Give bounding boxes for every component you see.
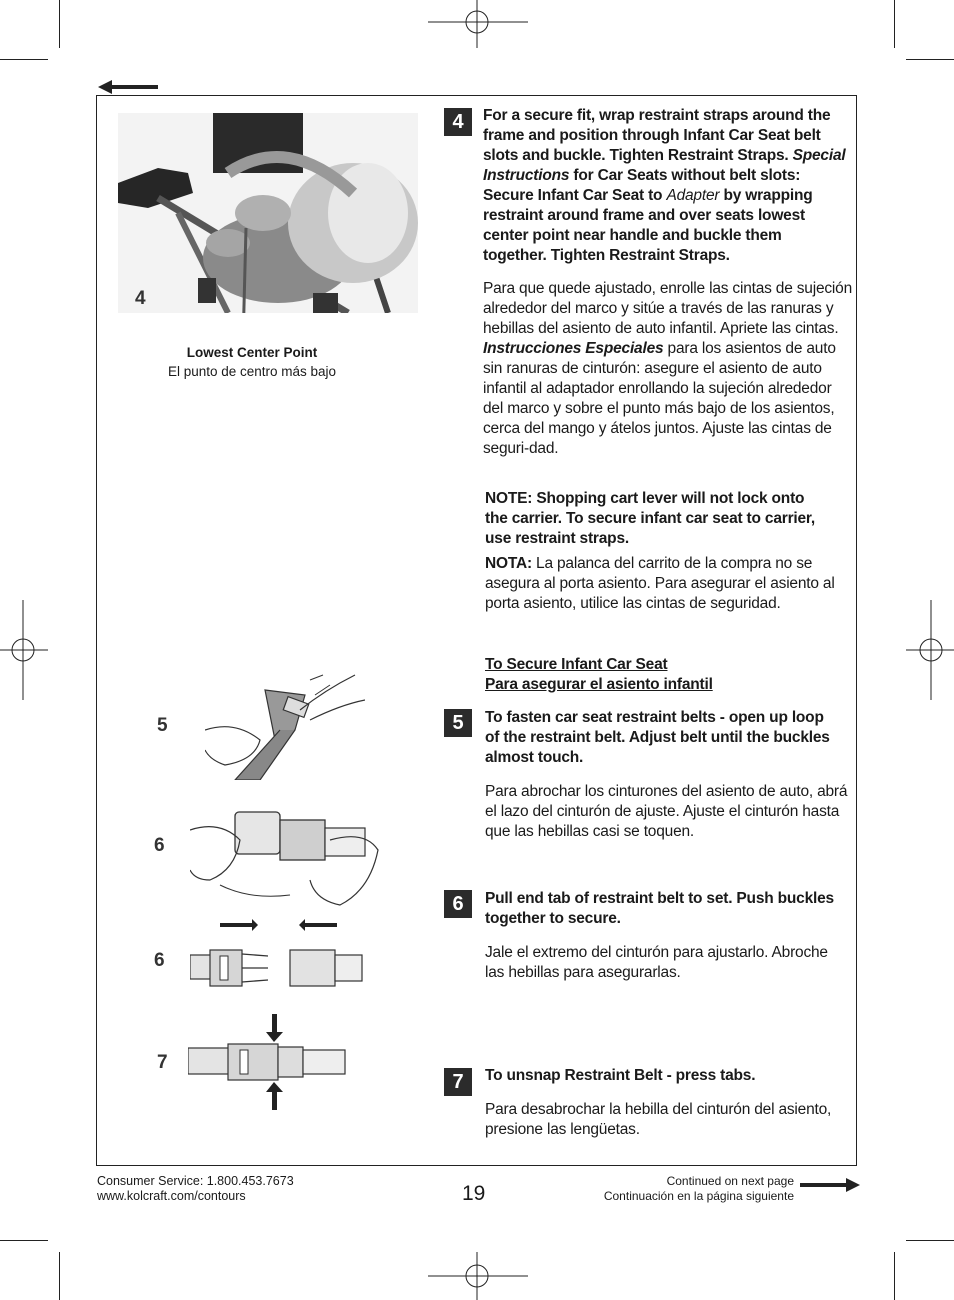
registration-mark-left (0, 600, 48, 700)
note-text: Shopping cart lever will not lock onto the carrier. To secure infant car seat to carrier, use restraint straps. (485, 490, 816, 547)
step6-spanish: Jale el extremo del cinturón para ajustarlo. Abroche las hebillas para asegurarlas. (485, 944, 828, 981)
step4-en-part-c: by wrapping restraint around frame and over seats lowest center point near handle and buckle them together. Tighten Restraint Straps. (483, 187, 813, 264)
note-spanish (485, 554, 835, 614)
step4-adapter: Adapter (666, 187, 720, 204)
hands-loop-belt-illustration (205, 670, 365, 780)
footer-continued (560, 1174, 794, 1204)
step4-special-instructions: Special Instructions (483, 147, 846, 184)
buckle-halves-illustration (190, 918, 365, 990)
step7-spanish: Para desabrochar la hebilla del cinturón del asiento, presione las lengüetas. (485, 1101, 832, 1138)
note-label: NOTE: (485, 490, 533, 507)
section-title-en: To Secure Infant Car Seat (485, 656, 668, 673)
step4-instrucciones-especiales: Instrucciones Especiales (483, 340, 664, 357)
back-arrow-icon (98, 80, 160, 94)
registration-mark-bottom (428, 1252, 528, 1300)
website: www.kolcraft.com/contours (97, 1189, 246, 1203)
note-english (485, 489, 830, 549)
step6-illustration-label-a: 6 (154, 835, 165, 856)
next-page-arrow-icon (800, 1178, 860, 1192)
step6-illustration-label-b: 6 (154, 950, 165, 971)
step7-badge: 7 (444, 1068, 472, 1096)
lowest-center-point-caption (142, 343, 362, 381)
step7-english: To unsnap Restraint Belt - press tabs. (485, 1067, 756, 1084)
registration-mark-top (428, 0, 528, 48)
continued-es: Continuación en la página siguiente (603, 1189, 794, 1203)
step4-en-part-b: for Car Seats without belt slots: Secure Infant Car Seat to (483, 167, 801, 204)
step6-badge: 6 (444, 890, 472, 918)
step4-es-part-b: para los asientos de auto sin ranuras de cinturón: asegure el asiento de auto infantil al adaptador enrollando la sujeción alrededor del marco y sobre el punto más bajo de los asientos, cerca del mango y átelos juntos. Ajuste las cintas de seguri-dad. (483, 340, 836, 457)
step4-es-part-a: Para que quede ajustado, enrolle las cintas de sujeción alrededor del marco y sitúe a través de las ranuras y hebillas del asiento de auto infantil. Apriete las cintas. (483, 280, 853, 337)
step4-en-part-a: For a secure fit, wrap restraint straps around the frame and position through Infant Car Seat belt slots and buckle. Tighten Restraint Straps. (483, 107, 831, 164)
footer-contact (97, 1174, 294, 1204)
section-heading (485, 655, 825, 695)
step5-badge: 5 (444, 709, 472, 737)
hands-buckle-illustration (190, 800, 380, 910)
caption-en: Lowest Center Point (186, 345, 318, 360)
step5-illustration-label: 5 (157, 715, 168, 736)
page-number: 19 (462, 1182, 486, 1205)
step4-badge: 4 (444, 108, 472, 136)
continued-en: Continued on next page (666, 1174, 794, 1188)
nota-text: La palanca del carrito de la compra no se asegura al porta asiento. Para asegurar el asiento al porta asiento, utilice las cintas de seguridad. (485, 555, 835, 612)
step4-photo-label: 4 (135, 288, 146, 309)
section-title-es: Para asegurar el asiento infantil (485, 676, 713, 693)
step5-spanish: Para abrochar los cinturones del asiento de auto, abrá el lazo del cinturón de ajuste. Ajuste el cinturón hasta que las hebillas casi se toquen. (485, 783, 848, 840)
stroller-car-seat-photo (118, 113, 418, 313)
step4-english-text (483, 106, 849, 266)
step7-illustration-label: 7 (157, 1052, 168, 1073)
step6-english: Pull end tab of restraint belt to set. Push buckles together to secure. (485, 890, 834, 927)
registration-mark-right (906, 600, 954, 700)
nota-label: NOTA: (485, 555, 532, 572)
step4-spanish-text (483, 279, 853, 459)
press-tabs-illustration (188, 1014, 348, 1110)
step5-english: To fasten car seat restraint belts - open up loop of the restraint belt. Adjust belt until the buckles almost touch. (485, 709, 830, 766)
caption-es: El punto de centro más bajo (167, 364, 337, 379)
consumer-service: Consumer Service: 1.800.453.7673 (97, 1174, 294, 1188)
